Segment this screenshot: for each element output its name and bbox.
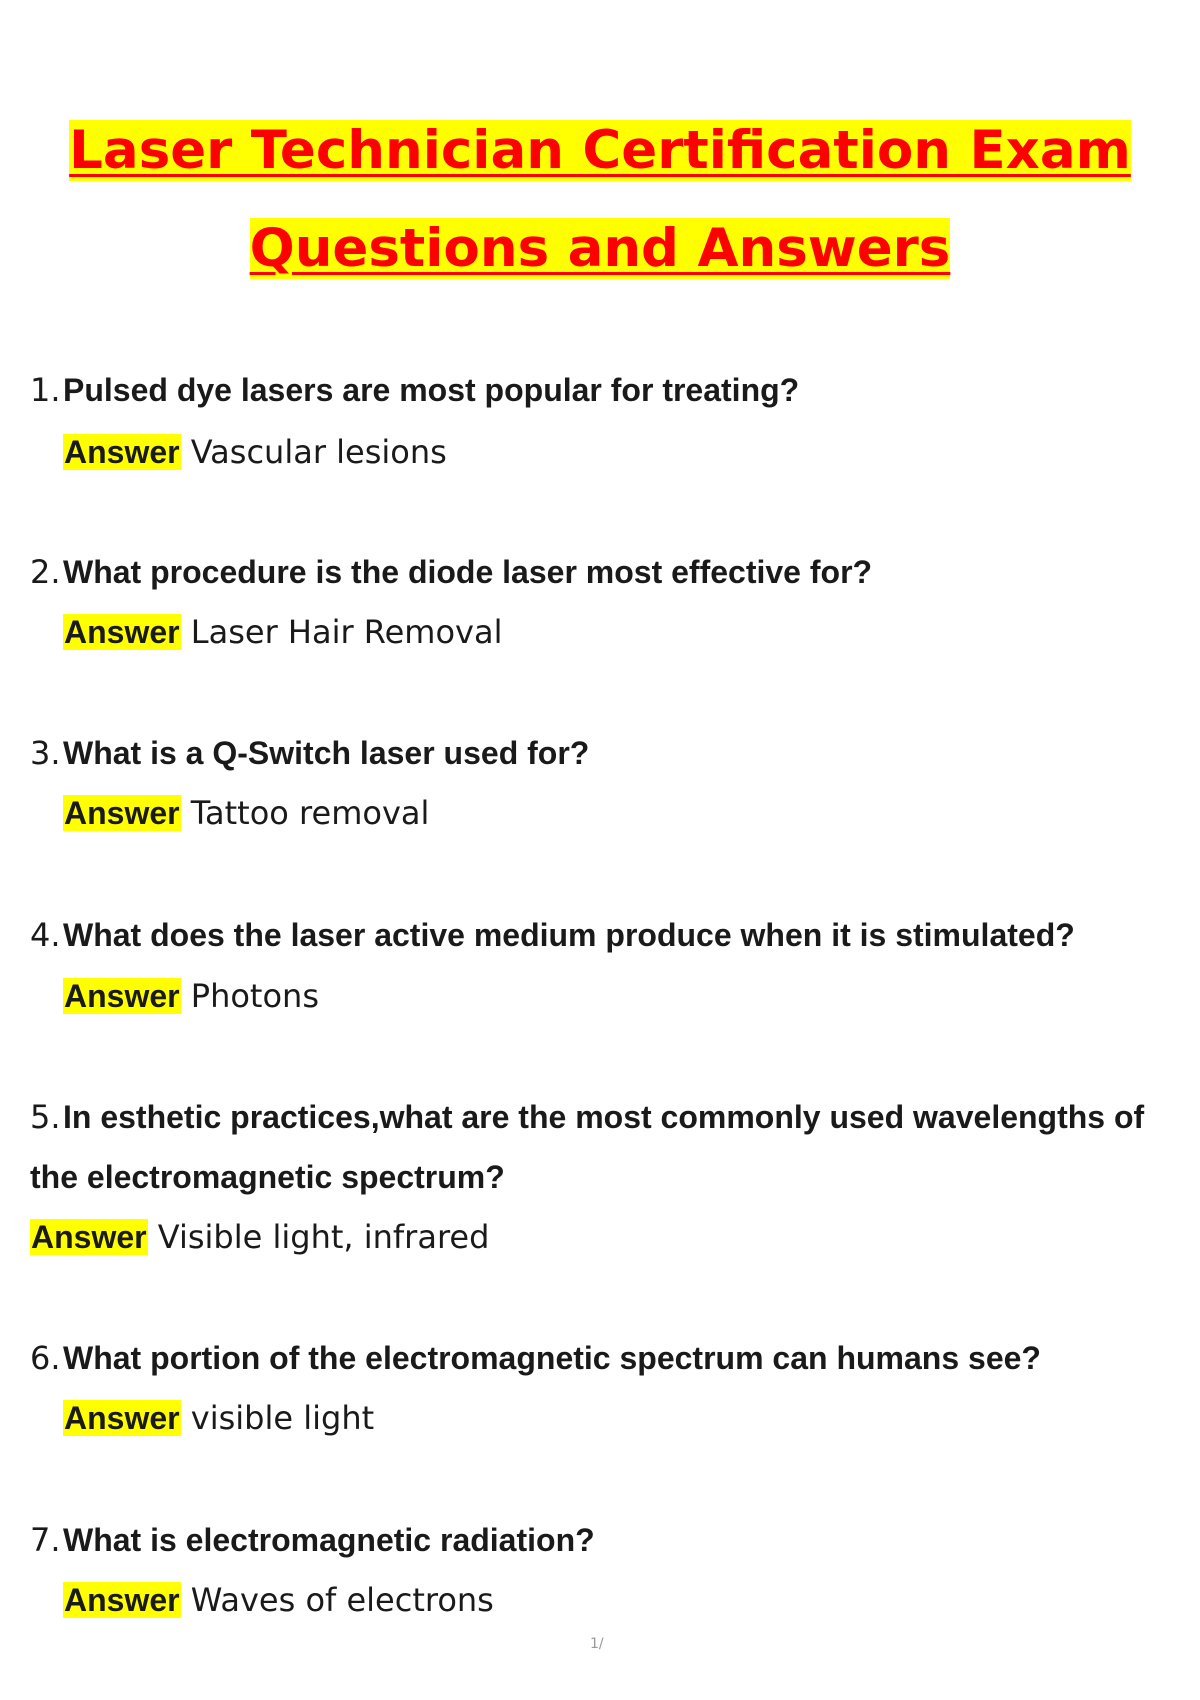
answer-text: Vascular lesions — [190, 433, 447, 471]
question-text: In esthetic practices,what are the most commonly used wavelengths of — [63, 1099, 1145, 1135]
question-text: Pulsed dye lasers are most popular for treating? — [63, 372, 800, 408]
answer-text: Photons — [190, 977, 319, 1015]
question-text: What does the laser active medium produce when it is stimulated? — [63, 917, 1075, 953]
answer-3 — [63, 793, 429, 833]
title-text-2: Questions and Answers — [249, 218, 951, 279]
answer-label: Answer — [31, 1219, 147, 1255]
document-title-line-1 — [0, 118, 1200, 184]
answer-text: visible light — [190, 1399, 375, 1437]
question-number: 4. — [30, 916, 61, 954]
answer-label: Answer — [64, 978, 180, 1014]
answer-label: Answer — [64, 434, 180, 470]
answer-label: Answer — [64, 614, 180, 650]
answer-label: Answer — [64, 1400, 180, 1436]
question-number: 6. — [30, 1339, 61, 1377]
question-5-continued — [30, 1157, 505, 1197]
answer-6 — [63, 1398, 374, 1438]
answer-5 — [30, 1217, 489, 1257]
question-4 — [30, 915, 1075, 955]
answer-text: Waves of electrons — [190, 1581, 494, 1619]
page-number: 1/ — [590, 1636, 604, 1652]
question-7 — [30, 1520, 595, 1560]
question-number: 3. — [30, 734, 61, 772]
question-number: 7. — [30, 1521, 61, 1559]
answer-label: Answer — [64, 1582, 180, 1618]
answer-text: Visible light, infrared — [157, 1218, 490, 1256]
answer-2 — [63, 612, 502, 652]
answer-text: Tattoo removal — [190, 794, 430, 832]
question-6 — [30, 1338, 1041, 1378]
question-3 — [30, 733, 589, 773]
answer-7 — [63, 1580, 494, 1620]
question-5 — [30, 1097, 1144, 1137]
answer-1 — [63, 432, 447, 472]
title-text-1: Laser Technician Certification Exam — [69, 120, 1131, 181]
question-text: What procedure is the diode laser most effective for? — [63, 554, 873, 590]
question-text: What is a Q-Switch laser used for? — [63, 735, 590, 771]
answer-4 — [63, 976, 319, 1016]
question-2 — [30, 552, 872, 592]
document-title-line-2 — [0, 216, 1200, 282]
question-1 — [30, 370, 799, 410]
question-number: 1. — [30, 371, 61, 409]
question-text: What portion of the electromagnetic spectrum can humans see? — [63, 1340, 1041, 1376]
answer-label: Answer — [64, 795, 180, 831]
question-text-continued: the electromagnetic spectrum? — [30, 1159, 505, 1195]
question-text: What is electromagnetic radiation? — [63, 1522, 595, 1558]
question-number: 2. — [30, 553, 61, 591]
question-number: 5. — [30, 1098, 61, 1136]
answer-text: Laser Hair Removal — [190, 613, 503, 651]
